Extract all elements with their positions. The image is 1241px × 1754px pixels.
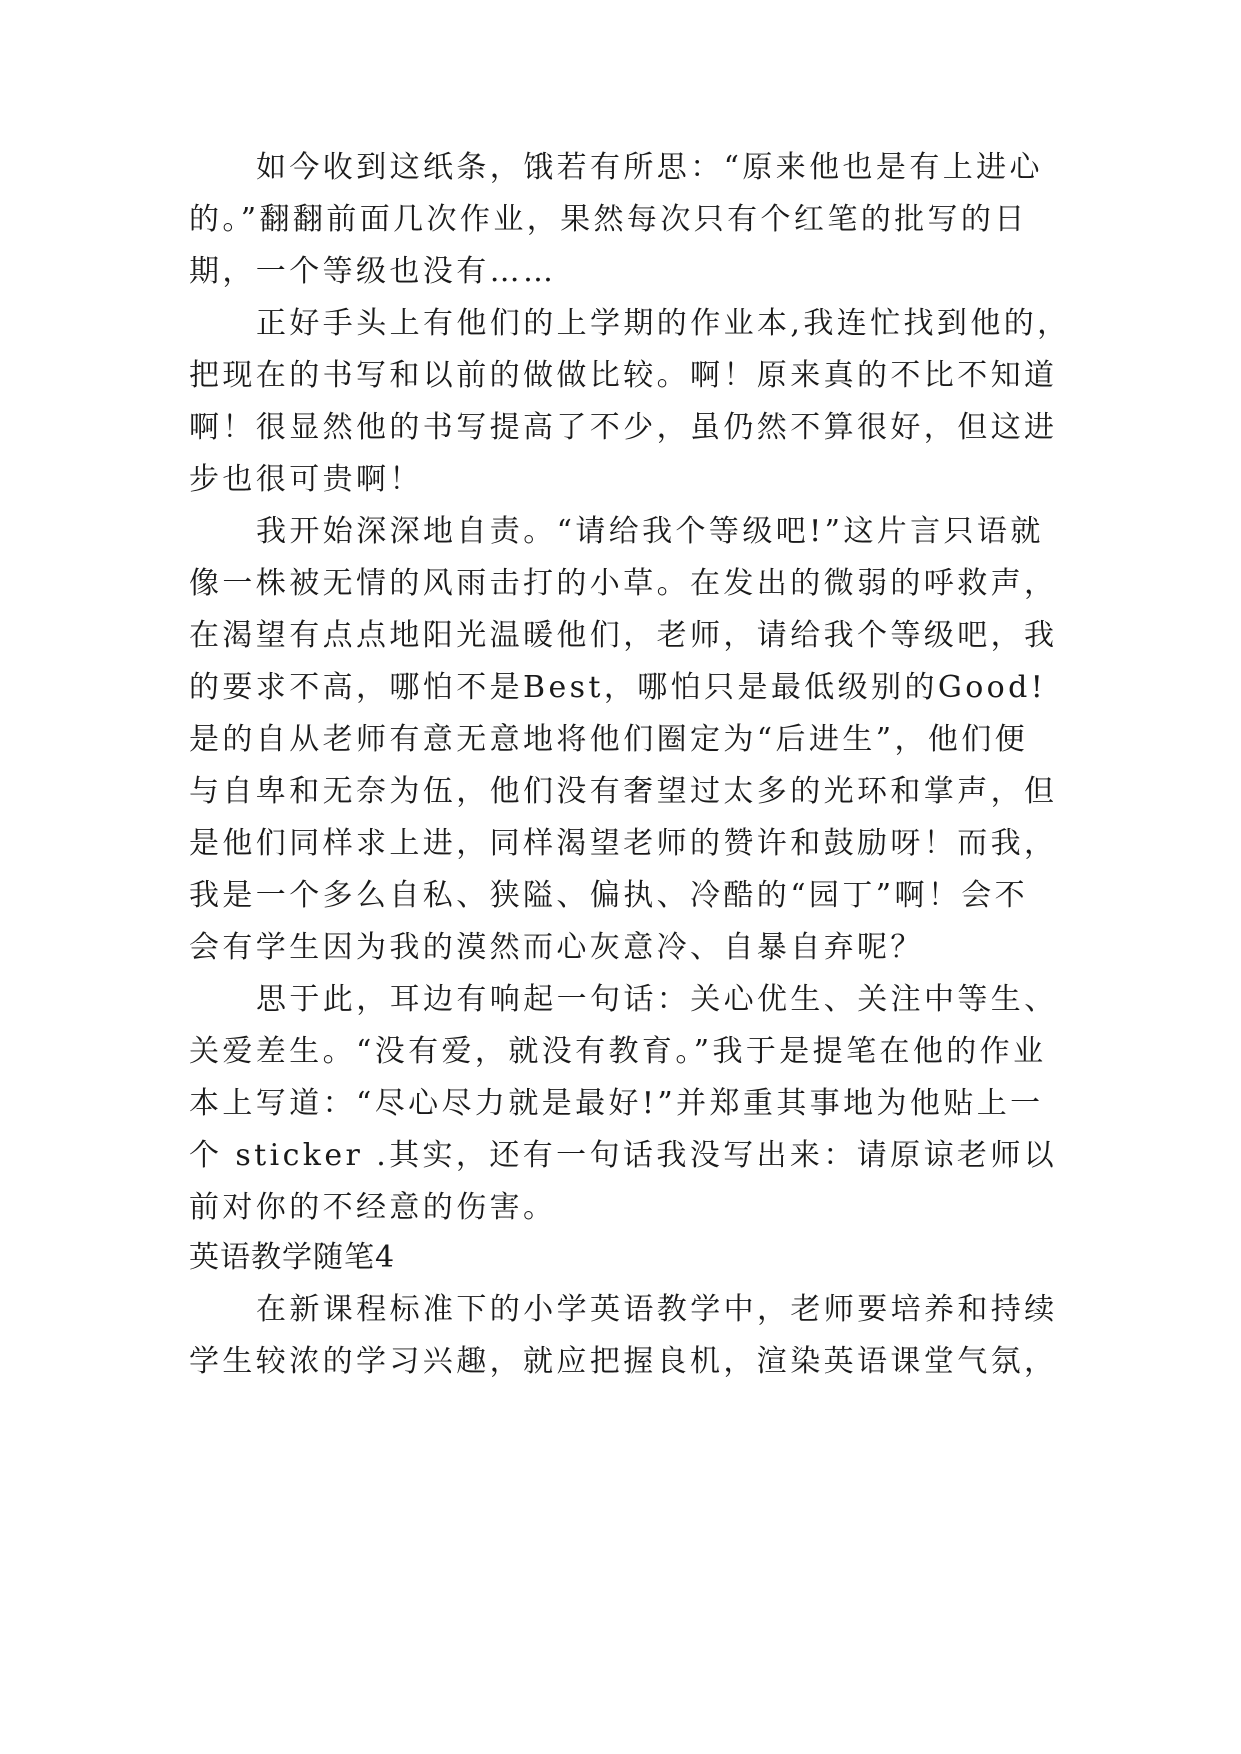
paragraph-line: 关爱差生。“没有爱，就没有教育。”我于是提笔在他的作业 <box>189 1034 1047 1069</box>
paragraph-line: 我开始深深地自责。“请给我个等级吧!”这片言只语就 <box>256 514 1044 549</box>
paragraph-line: 正好手头上有他们的上学期的作业本,我连忙找到他的， <box>256 306 1071 341</box>
paragraph-line: 与自卑和无奈为伍，他们没有奢望过太多的光环和掌声，但 <box>189 774 1058 809</box>
paragraph-line: 在渴望有点点地阳光温暖他们，老师，请给我个等级吧，我 <box>189 618 1058 653</box>
paragraph-line: 步也很可贵啊！ <box>189 462 423 497</box>
paragraph-line: 我是一个多么自私、狭隘、偏执、冷酷的“园丁”啊！会不 <box>189 878 1029 913</box>
paragraph-line: 前对你的不经意的伤害。 <box>189 1190 557 1225</box>
paragraph-line: 的要求不高，哪怕不是Best，哪怕只是最低级别的Good! <box>189 670 1047 705</box>
paragraph-line: 的。”翻翻前面几次作业，果然每次只有个红笔的批写的日 <box>189 202 1028 237</box>
paragraph-line: 学生较浓的学习兴趣，就应把握良机，渲染英语课堂气氛， <box>189 1344 1058 1379</box>
paragraph-line: 会有学生因为我的漠然而心灰意冷、自暴自弃呢？ <box>189 930 924 965</box>
paragraph-line: 思于此，耳边有响起一句话：关心优生、关注中等生、 <box>256 982 1058 1017</box>
paragraph-line: 个 sticker .其实，还有一句话我没写出来：请原谅老师以 <box>189 1138 1058 1173</box>
paragraph-line: 在新课程标准下的小学英语教学中，老师要培养和持续 <box>256 1292 1058 1327</box>
paragraph-line: 像一株被无情的风雨击打的小草。在发出的微弱的呼救声， <box>189 566 1058 601</box>
paragraph-line: 本上写道：“尽心尽力就是最好!”并郑重其事地为他贴上一 <box>189 1086 1044 1121</box>
section-heading: 英语教学随笔4 <box>189 1240 396 1275</box>
paragraph-line: 啊！很显然他的书写提高了不少，虽仍然不算很好，但这进 <box>189 410 1058 445</box>
paragraph-line: 是的自从老师有意无意地将他们圈定为“后进生”，他们便 <box>189 722 1029 757</box>
paragraph-line: 期，一个等级也没有…… <box>189 254 557 289</box>
paragraph-line: 是他们同样求上进，同样渴望老师的赞许和鼓励呀！而我， <box>189 826 1058 861</box>
paragraph-line: 把现在的书写和以前的做做比较。啊！原来真的不比不知道 <box>189 358 1058 393</box>
paragraph-line: 如今收到这纸条，饿若有所思：“原来他也是有上进心 <box>256 150 1043 185</box>
